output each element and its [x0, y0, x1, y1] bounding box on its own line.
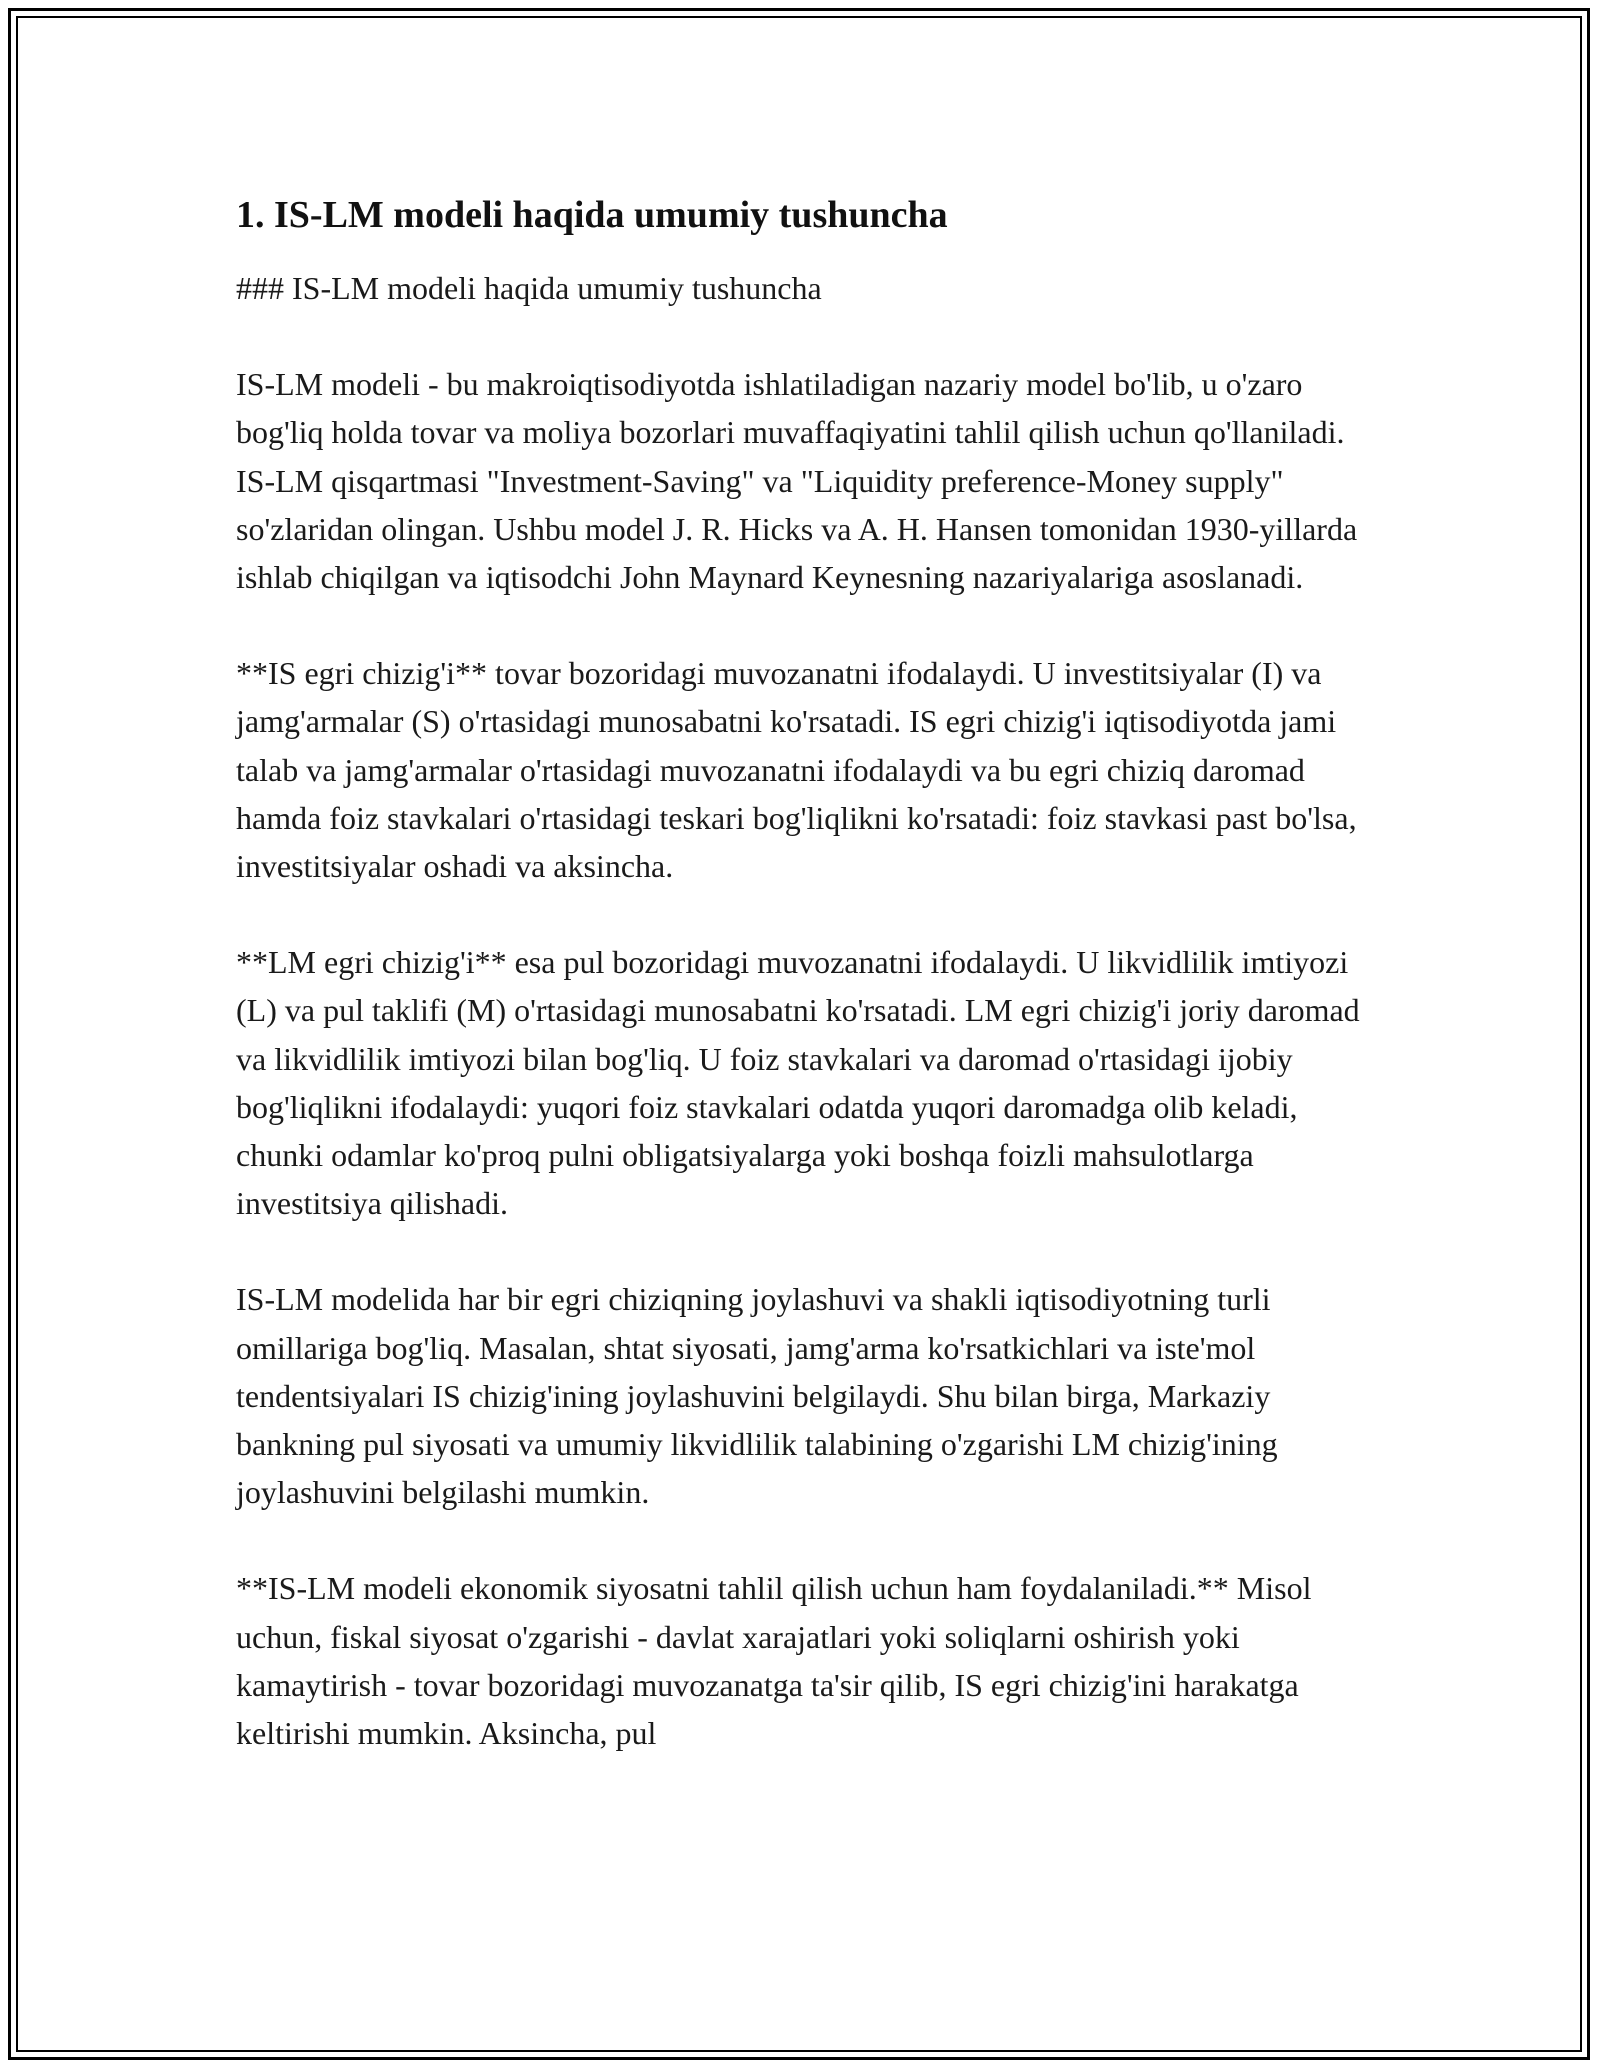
markdown-subheading: ### IS-LM modeli haqida umumiy tushuncha	[236, 270, 822, 306]
paragraph-intro: IS-LM modeli - bu makroiqtisodiyotda ishlatiladigan nazariy model bo'lib, u o'zaro bog'liq holda tovar va moliya bozorlari muvaffaqiyatini tahlil qilish uchun qo'llaniladi. IS-LM qisqartmasi "Investment-Saving" va "Liquidity preference-Money supply" so'zlaridan olingan. Ushbu model J. R. Hicks va A. H. Hansen tomonidan 1930-yillarda ishlab chiqilgan va iqtisodchi John Maynard Keynesning nazariyalariga asoslanadi.	[236, 366, 1358, 596]
paragraph-lm-curve: **LM egri chizig'i** esa pul bozoridagi muvozanatni ifodalaydi. U likvidlilik imtiyozi (L) va pul taklifi (M) o'rtasidagi munosabatni ko'rsatadi. LM egri chizig'i joriy daromad va likvidlilik imtiyozi bilan bog'liq. U foiz stavkalari va daromad o'rtasidagi ijobiy bog'liqlikni ifodalaydi: yuqori foiz stavkalari odatda yuqori daromadga olib keladi, chunki odamlar ko'proq pulni obligatsiyalarga yoki boshqa foizli mahsulotlarga investitsiya qilishadi.	[236, 944, 1360, 1222]
paragraph-curve-factors: IS-LM modelida har bir egri chiziqning joylashuvi va shakli iqtisodiyotning turli omillariga bog'liq. Masalan, shtat siyosati, jamg'arma ko'rsatkichlari va iste'mol tendentsiyalari IS chizig'ining joylashuvini belgilaydi. Shu bilan birga, Markaziy bankning pul siyosati va umumiy likvidlilik talabining o'zgarishi LM chizig'ining joylashuvini belgilashi mumkin.	[236, 1281, 1278, 1511]
document-page	[236, 186, 1376, 1805]
paragraph-policy-analysis: **IS-LM modeli ekonomik siyosatni tahlil qilish uchun ham foydalaniladi.** Misol uchun, fiskal siyosat o'zgarishi - davlat xarajatlari yoki soliqlarni oshirish yoki kamaytirish - tovar bozoridagi muvozanatga ta'sir qilib, IS egri chizig'ini harakatga keltirishi mumkin. Aksincha, pul	[236, 1570, 1312, 1752]
document-title: 1. IS-LM modeli haqida umumiy tushuncha	[236, 194, 948, 236]
paragraph-is-curve: **IS egri chizig'i** tovar bozoridagi muvozanatni ifodalaydi. U investitsiyalar (I) va jamg'armalar (S) o'rtasidagi munosabatni ko'rsatadi. IS egri chizig'i iqtisodiyotda jami talab va jamg'armalar o'rtasidagi muvozanatni ifodalaydi va bu egri chiziq daromad hamda foiz stavkalari o'rtasidagi teskari bog'liqlikni ko'rsatadi: foiz stavkasi past bo'lsa, investitsiyalar oshadi va aksincha.	[236, 655, 1357, 885]
